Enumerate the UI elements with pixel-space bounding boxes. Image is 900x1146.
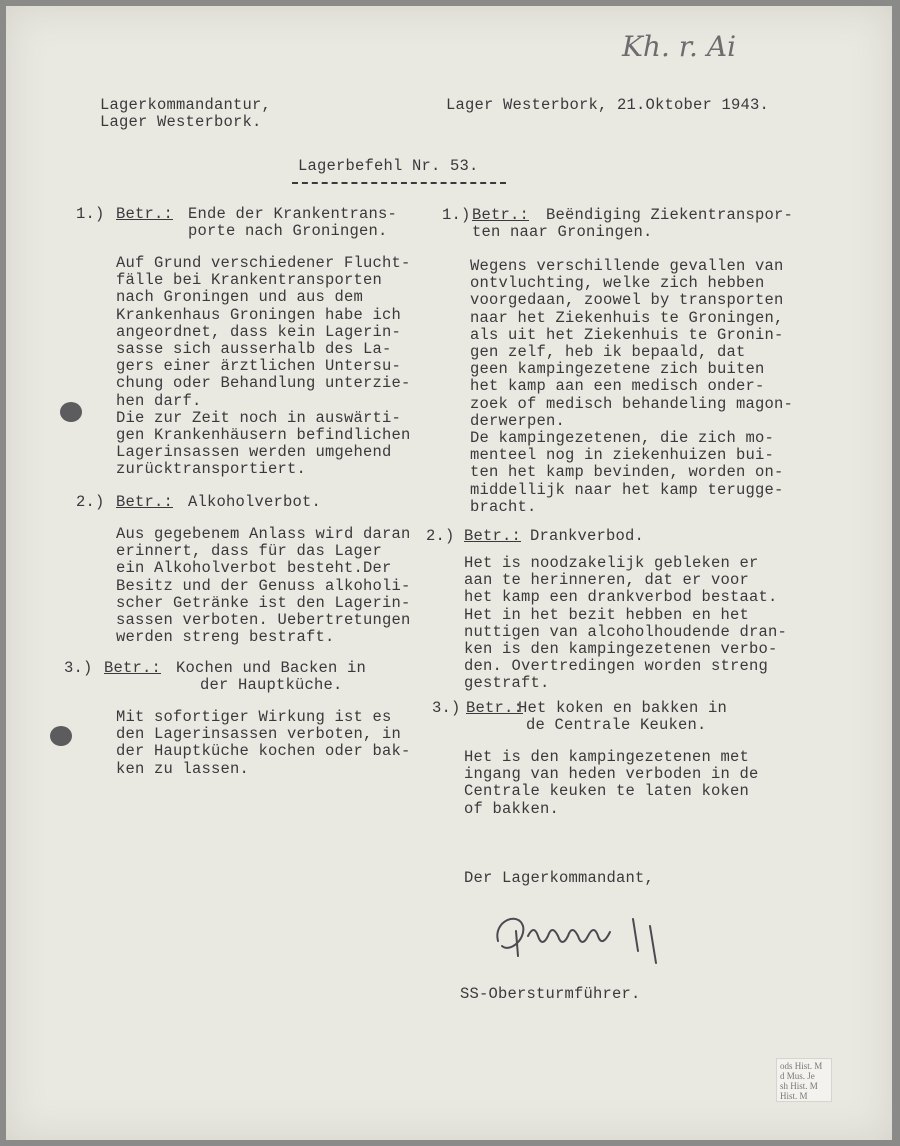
text-line: middellijk naar het kamp terugge-: [470, 480, 784, 499]
text-line: naar het Ziekenhuis te Groningen,: [470, 308, 784, 327]
text-line: Aus gegebenem Anlass wird daran: [116, 525, 411, 543]
subject-line: Drankverbod.: [530, 527, 645, 545]
item-number: 1.): [76, 205, 105, 223]
text-line: De kampingezetenen, die zich mo-: [470, 429, 775, 448]
archive-stamp: ods Hist. M d Mus. Je sh Hist. M Hist. M: [776, 1058, 832, 1102]
betr-label: Betr.:: [104, 659, 162, 677]
item-number: 1.): [442, 206, 471, 224]
item-number: 2.): [76, 493, 105, 511]
betr-label: Betr.:: [472, 206, 530, 224]
text-line: Wegens verschillende gevallen van: [470, 257, 784, 275]
text-line: sassen verboten. Uebertretungen: [116, 611, 411, 630]
paragraph-body: [116, 526, 411, 646]
text-line: gers einer ärztlichen Untersu-: [116, 357, 402, 376]
text-line: gen Krankenhäusern befindlichen: [116, 426, 411, 445]
text-line: Die zur Zeit noch in auswärti-: [116, 408, 402, 427]
text-line: Lagerinsassen werden umgehend: [116, 443, 392, 462]
text-line: voorgedaan, zoowel by transporten: [470, 291, 784, 310]
text-line: gen zelf, heb ik bepaald, dat: [470, 343, 746, 362]
betr-label: Betr.:: [464, 527, 522, 545]
text-line: als uit het Ziekenhuis te Gronin-: [470, 325, 784, 344]
betr-label: Betr.:: [116, 493, 174, 511]
subject-line: Ende der Krankentrans-: [188, 205, 398, 223]
sender-line-1: Lagerkommandantur,: [100, 96, 272, 114]
closing-role: Der Lagerkommandant,: [464, 869, 655, 887]
item-number: 2.): [426, 527, 455, 545]
text-line: erinnert, dass für das Lager: [116, 542, 383, 561]
text-line: hen darf.: [116, 391, 202, 410]
betr-label: Betr.:: [466, 699, 524, 717]
text-line: ken zu lassen.: [116, 759, 250, 778]
closing-rank: SS-Obersturmführer.: [460, 985, 641, 1003]
text-line: Mit sofortiger Wirkung ist es: [116, 708, 392, 726]
handwritten-signature: [488, 901, 698, 976]
text-line: zoek of medisch behandeling magon-: [470, 394, 794, 413]
subject-line: Alkoholverbot.: [188, 493, 322, 511]
paragraph-body: [464, 555, 787, 693]
signature-graphic: [488, 901, 698, 971]
subject-line: de Centrale Keuken.: [526, 716, 707, 734]
text-line: ein Alkoholverbot besteht.Der: [116, 559, 392, 578]
text-line: zurücktransportiert.: [116, 460, 307, 479]
text-line: ingang van heden verboden in de: [464, 765, 759, 784]
text-line: scher Getränke ist den Lagerin-: [116, 593, 411, 612]
document-page: [6, 6, 892, 1140]
text-line: aan te herinneren, dat er voor: [464, 571, 750, 590]
text-line: nach Groningen und aus dem: [116, 288, 364, 307]
title-dashed-rule: [292, 182, 506, 184]
text-line: Krankenhaus Groningen habe ich: [116, 305, 402, 324]
item-number: 3.): [432, 699, 461, 717]
punch-hole: [60, 402, 82, 422]
paragraph-body: [470, 258, 793, 516]
subject-line: der Hauptküche.: [200, 676, 343, 694]
place-date: Lager Westerbork, 21.Oktober 1943.: [446, 96, 770, 114]
paragraph-body: [116, 709, 411, 778]
paragraph-body: [116, 255, 411, 479]
text-line: ontvluchting, welke zich hebben: [470, 274, 765, 293]
text-line: Het is noodzakelijk gebleken er: [464, 554, 759, 572]
text-line: den. Overtredingen worden streng: [464, 657, 769, 676]
text-line: geen kampingezetene zich buiten: [470, 360, 765, 379]
text-line: Besitz und der Genuss alkoholi-: [116, 576, 411, 595]
text-line: der Hauptküche kochen oder bak-: [116, 742, 411, 761]
subject-line: porte nach Groningen.: [188, 222, 388, 240]
text-line: Auf Grund verschiedener Flucht-: [116, 254, 411, 272]
text-line: Het is den kampingezetenen met: [464, 748, 750, 766]
text-line: nuttigen van alcoholhoudende dran-: [464, 622, 788, 641]
item-number: 3.): [64, 659, 93, 677]
text-line: Centrale keuken te laten koken: [464, 782, 750, 801]
subject-line: Kochen und Backen in: [176, 659, 367, 677]
text-line: werden streng bestraft.: [116, 628, 335, 647]
text-line: den Lagerinsassen verboten, in: [116, 725, 402, 744]
paragraph-body: [464, 749, 759, 818]
text-line: chung oder Behandlung unterzie-: [116, 374, 411, 393]
sender-line-2: Lager Westerbork.: [100, 113, 262, 131]
handwritten-note: Kh. r. Ai: [622, 30, 737, 63]
subject-line: Het koken en bakken in: [518, 699, 728, 717]
text-line: menteel nog in ziekenhuizen bui-: [470, 446, 775, 465]
document-title: Lagerbefehl Nr. 53.: [298, 157, 479, 175]
text-line: ken is den kampingezetenen verbo-: [464, 640, 778, 659]
text-line: het kamp aan een medisch onder-: [470, 377, 765, 396]
text-line: ten het kamp bevinden, worden on-: [470, 463, 784, 482]
punch-hole: [50, 726, 72, 746]
text-line: of bakken.: [464, 799, 560, 818]
text-line: angeordnet, dass kein Lagerin-: [116, 322, 402, 341]
betr-label: Betr.:: [116, 205, 174, 223]
text-line: sasse sich ausserhalb des La-: [116, 340, 392, 359]
subject-line: ten naar Groningen.: [472, 223, 653, 241]
text-line: gestraft.: [464, 674, 550, 693]
subject-line: Beëndiging Ziekentranspor-: [546, 206, 794, 224]
text-line: fälle bei Krankentransporten: [116, 271, 383, 290]
text-line: het kamp een drankverbod bestaat.: [464, 588, 778, 607]
text-line: bracht.: [470, 497, 537, 516]
text-line: Het in het bezit hebben en het: [464, 605, 750, 624]
text-line: derwerpen.: [470, 411, 566, 430]
